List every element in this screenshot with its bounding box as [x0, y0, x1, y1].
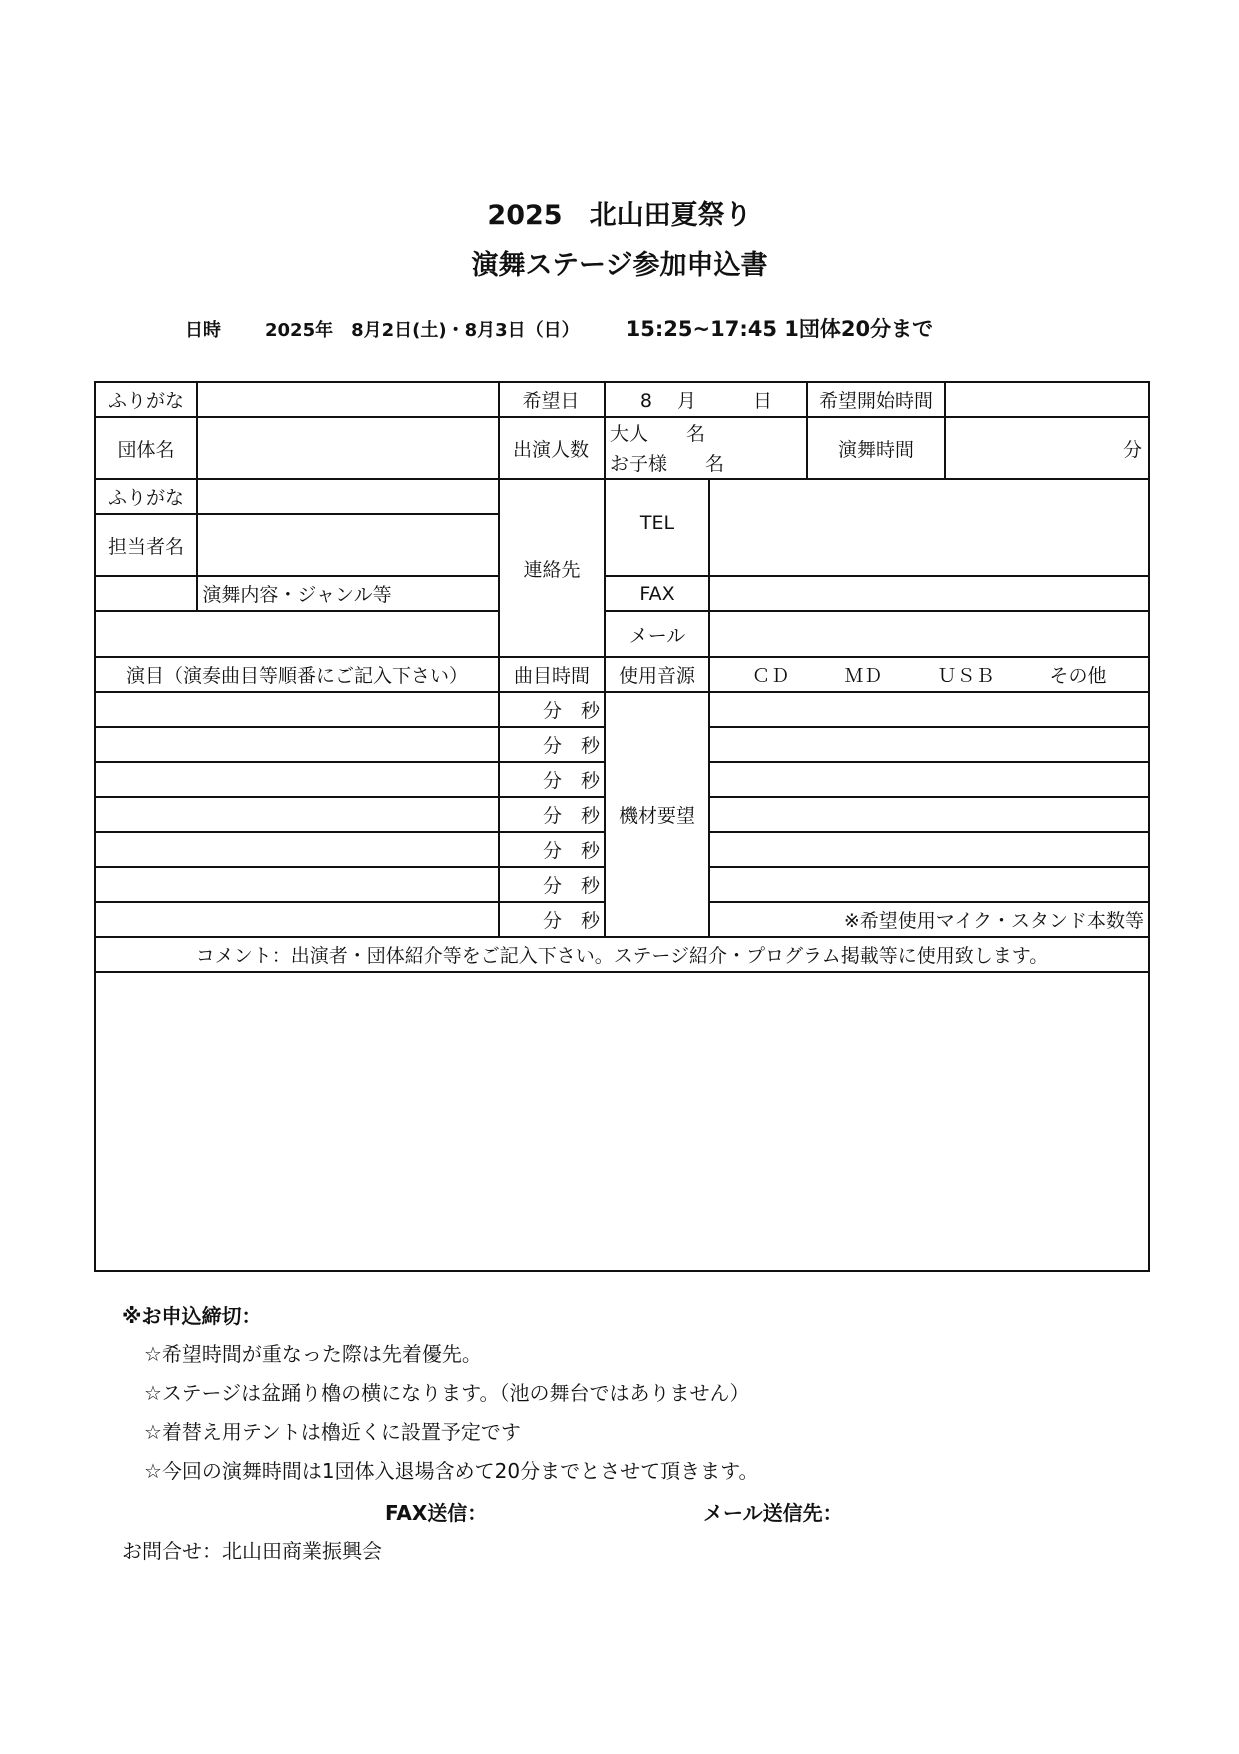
equipment-row[interactable]: [710, 728, 1148, 761]
tel-field[interactable]: [710, 480, 1148, 575]
note-item: ☆ステージは盆踊り櫓の横になります。（池の舞台ではありません）: [144, 1381, 750, 1405]
furigana-field[interactable]: [198, 383, 498, 416]
equipment-row[interactable]: [710, 833, 1148, 866]
program-row[interactable]: [96, 728, 498, 761]
contact-person-field[interactable]: [198, 515, 498, 575]
program-label: 演目（演奏曲目等順番にご記入下さい）: [125, 665, 468, 687]
form-title: 演舞ステージ参加申込書: [471, 250, 768, 281]
equipment-label: 機材要望: [618, 805, 695, 827]
comment-field[interactable]: [96, 973, 1148, 1270]
option-other[interactable]: その他: [1049, 665, 1107, 687]
contact-label: 連絡先: [523, 558, 581, 581]
notes: [122, 1300, 759, 1491]
performers-label: 出演人数: [512, 438, 589, 461]
mic-stand-note[interactable]: ※希望使用マイク・スタンド本数等: [843, 910, 1144, 932]
performance-time-field[interactable]: 分: [1122, 438, 1142, 461]
program-row[interactable]: [96, 763, 498, 796]
furigana-label: ふりがな: [107, 390, 184, 412]
mail-field[interactable]: [710, 612, 1148, 656]
equipment-row[interactable]: [710, 763, 1148, 796]
deadline-heading: ※お申込締切：: [122, 1304, 262, 1328]
content-genre-field[interactable]: [96, 612, 498, 656]
option-usb[interactable]: ＵＳＢ: [937, 665, 995, 687]
application-form: [94, 381, 1150, 1272]
children-field[interactable]: お子様 名: [610, 452, 725, 475]
preferred-start-field[interactable]: [946, 383, 1148, 416]
song-time-label: 曲目時間: [513, 665, 590, 687]
event-datetime: [185, 313, 933, 343]
furigana-label-2: ふりがな: [107, 487, 184, 509]
contact-person-label: 担当者名: [107, 535, 184, 558]
song-time-field[interactable]: 分 秒: [542, 805, 600, 827]
tel-label: TEL: [639, 512, 675, 534]
equipment-row[interactable]: [710, 868, 1148, 901]
song-time-field[interactable]: 分 秒: [542, 770, 600, 792]
program-row[interactable]: [96, 693, 498, 726]
event-time: 15:25~17:45 1団体20分まで: [625, 317, 934, 341]
inquiry: お問合せ：北山田商業振興会: [122, 1539, 382, 1563]
group-name-field[interactable]: [198, 418, 498, 478]
option-md[interactable]: ＭＤ: [844, 665, 883, 687]
program-row[interactable]: [96, 868, 498, 901]
fax-field[interactable]: [710, 577, 1148, 610]
equipment-row[interactable]: [710, 693, 1148, 726]
song-time-field[interactable]: 分 秒: [542, 840, 600, 862]
page-title: 2025 北山田夏祭り: [487, 200, 752, 231]
song-time-field[interactable]: 分 秒: [542, 875, 600, 897]
program-row[interactable]: [96, 798, 498, 831]
content-genre-label: 演舞内容・ジャンル等: [202, 584, 392, 606]
program-row[interactable]: [96, 903, 498, 936]
song-time-field[interactable]: 分 秒: [542, 700, 600, 722]
adults-field[interactable]: 大人 名: [610, 422, 706, 445]
note-item: ☆着替え用テントは櫓近くに設置予定です: [144, 1420, 521, 1444]
note-item: ☆希望時間が重なった際は先着優先。: [144, 1342, 482, 1366]
sound-source-options: [710, 658, 1148, 691]
performance-time-label: 演舞時間: [837, 438, 914, 461]
mail-send: メール送信先：: [703, 1501, 843, 1525]
datetime-label: 日時: [185, 320, 221, 341]
group-name-label: 団体名: [117, 438, 175, 461]
option-cd[interactable]: ＣＤ: [751, 665, 790, 687]
song-time-field[interactable]: 分 秒: [542, 910, 600, 932]
preferred-start-label: 希望開始時間: [818, 390, 933, 412]
note-item: ☆今回の演舞時間は1団体入退場含めて20分までとさせて頂きます。: [144, 1459, 759, 1483]
song-time-field[interactable]: 分 秒: [542, 735, 600, 757]
comment-label: コメント：出演者・団体紹介等をご記入下さい。ステージ紹介・プログラム掲載等に使用致します。: [195, 945, 1049, 967]
mail-label: メール: [628, 624, 686, 647]
program-row[interactable]: [96, 833, 498, 866]
equipment-row[interactable]: [710, 798, 1148, 831]
fax-label: FAX: [639, 582, 675, 605]
preferred-date-label: 希望日: [522, 390, 580, 412]
event-dates: 2025年 8月2日(土)・8月3日（日）: [265, 320, 580, 341]
fax-send: FAX送信：: [385, 1501, 488, 1525]
furigana-field-2[interactable]: [198, 480, 498, 513]
preferred-date-field[interactable]: 8 月 日: [639, 390, 773, 412]
sound-source-label: 使用音源: [618, 665, 695, 687]
